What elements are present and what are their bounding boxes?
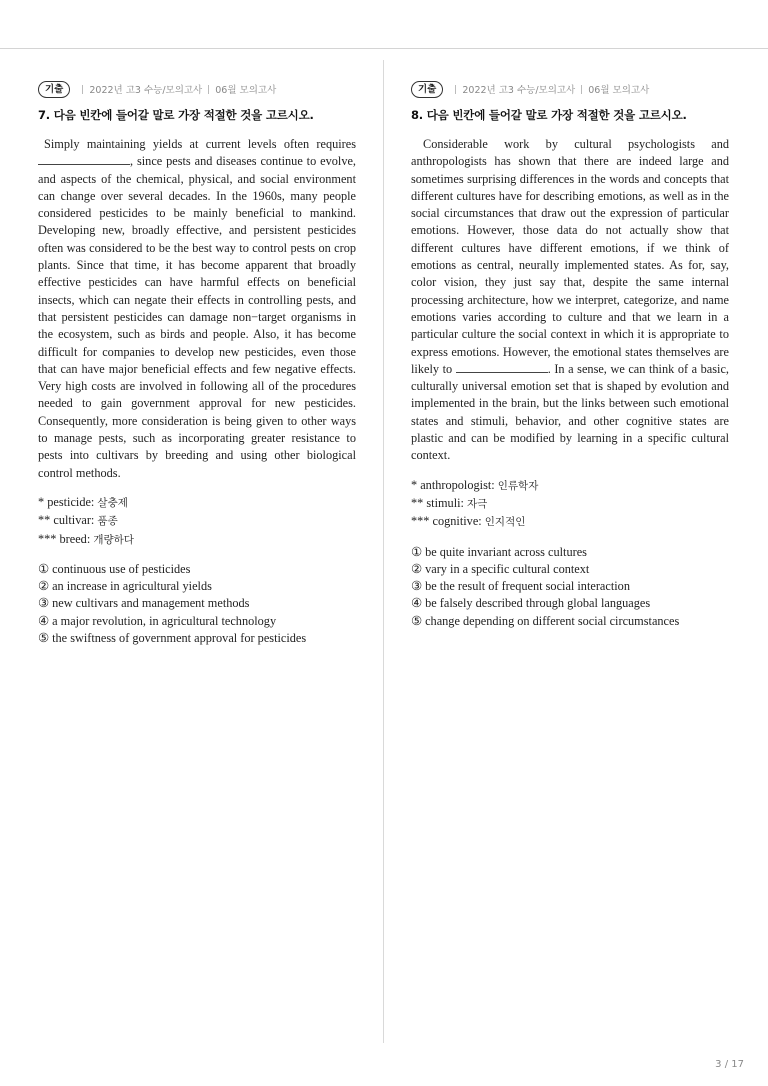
note-term: *** cognitive: <box>411 514 485 529</box>
vocab-notes <box>411 477 729 532</box>
exam-year: 2022년 고3 수능/모의고사 <box>89 85 203 96</box>
question-meta <box>38 80 356 98</box>
past-exam-badge: 기출 <box>411 81 443 98</box>
past-exam-badge: 기출 <box>38 81 70 98</box>
choice-5[interactable]: ⑤ the swiftness of government approval for pesticides <box>38 631 307 646</box>
question-title: 7. 다음 빈칸에 들어갈 말로 가장 적절한 것을 고르시오. <box>38 108 314 122</box>
choice-4[interactable]: ④ a major revolution, in agricultural technology <box>38 613 277 628</box>
passage <box>38 136 356 482</box>
choice-2[interactable]: ② vary in a specific cultural context <box>411 561 590 576</box>
answer-blank <box>456 362 548 373</box>
vocab-note <box>411 513 729 531</box>
choice-1[interactable]: ① continuous use of pesticides <box>38 561 191 576</box>
note-meaning: 품종 <box>97 515 118 528</box>
exam-month: 06월 모의고사 <box>588 85 650 96</box>
vocab-note <box>411 495 729 513</box>
question-meta <box>411 80 729 98</box>
note-term: * pesticide: <box>38 494 98 509</box>
meta-separator <box>581 85 582 94</box>
passage-before-blank: Simply maintaining yields at current levels often requires <box>44 137 356 151</box>
choice-2[interactable]: ② an increase in agricultural yields <box>38 579 212 594</box>
passage-after-blank: , since pests and diseases continue to evolve, and aspects of the chemical, physical, and social environment can change over several decades. In the 1960s, many people considered pesticides to be mainly beneficial to mankind. Developing new, broadly effective, and persistent pesticides often was considered to be the best way to control pests on crop plants. Since that time, it has become apparent that broadly effective pesticides can have harmful effects on beneficial insects, which can negate their effects in controlling pests, and that persistent pesticides can damage non−target organisms in the ecosystem, such as birds and people. Also, it has become difficult for companies to develop new pesticides, even those that can have major beneficial effects and few negative effects. Very high costs are involved in following all of the procedures needed to gain government approval for new pesticides. Consequently, more consideration is being given to other ways to manage pests, such as incorporating greater resistance to pests into cultivars by breeding and using other biological control methods. <box>38 154 356 480</box>
vocab-note <box>38 494 356 512</box>
note-meaning: 인류학자 <box>497 479 539 492</box>
page-number: 3 / 17 <box>715 1059 744 1070</box>
passage-before-blank: Considerable work by cultural psychologists and anthropologists has shown that there are indeed large and sometimes surprising differences in the words and concepts that different cultures have for describing emotions, as well as in the social circumstances that draw out the expression of particular emotions. However, those data do not actually show that different cultures have different emotions, if we think of emotions as central, neurally implemented states. As for, say, color vision, they just say that, despite the same internal processing architecture, how we interpret, categorize, and name emotions varies according to culture and that we learn in a particular culture the social context in which it is appropriate to express emotions. However, the emotional states themselves are likely to <box>411 137 729 376</box>
vocab-note <box>411 477 729 495</box>
exam-month: 06월 모의고사 <box>215 85 277 96</box>
note-term: ** stimuli: <box>411 495 468 510</box>
question-7 <box>38 80 356 647</box>
meta-separator <box>82 85 83 94</box>
choice-3[interactable]: ③ new cultivars and management methods <box>38 596 250 611</box>
passage <box>411 136 729 465</box>
answer-choices <box>411 544 729 630</box>
choice-4[interactable]: ④ be falsely described through global languages <box>411 596 651 611</box>
note-term: ** cultivar: <box>38 513 98 528</box>
header-rule <box>0 48 768 49</box>
meta-separator <box>208 85 209 94</box>
choice-5[interactable]: ⑤ change depending on different social circumstances <box>411 613 680 628</box>
choice-3[interactable]: ③ be the result of frequent social interaction <box>411 579 630 594</box>
choice-1[interactable]: ① be quite invariant across cultures <box>411 544 587 559</box>
answer-blank <box>38 154 130 165</box>
question-title: 8. 다음 빈칸에 들어갈 말로 가장 적절한 것을 고르시오. <box>411 108 687 122</box>
vocab-notes <box>38 494 356 549</box>
meta-separator <box>455 85 456 94</box>
note-meaning: 자극 <box>467 497 488 510</box>
note-term: *** breed: <box>38 531 94 546</box>
exam-year: 2022년 고3 수능/모의고사 <box>462 85 576 96</box>
question-8 <box>411 80 729 630</box>
note-meaning: 살충제 <box>97 496 128 509</box>
vocab-note <box>38 512 356 530</box>
note-meaning: 개량하다 <box>93 533 134 546</box>
answer-choices <box>38 561 356 647</box>
column-divider <box>383 60 384 1043</box>
vocab-note <box>38 531 356 549</box>
note-meaning: 인지적인 <box>484 516 526 529</box>
passage-after-blank: . In a sense, we can think of a basic, culturally universal emotion set that is shaped by evolution and implemented in the brain, but the links between such emotional states and stimuli, behavior, and other cognitive states are plastic and can be modified by learning in a specific cultural context. <box>411 361 729 463</box>
note-term: * anthropologist: <box>411 477 498 492</box>
